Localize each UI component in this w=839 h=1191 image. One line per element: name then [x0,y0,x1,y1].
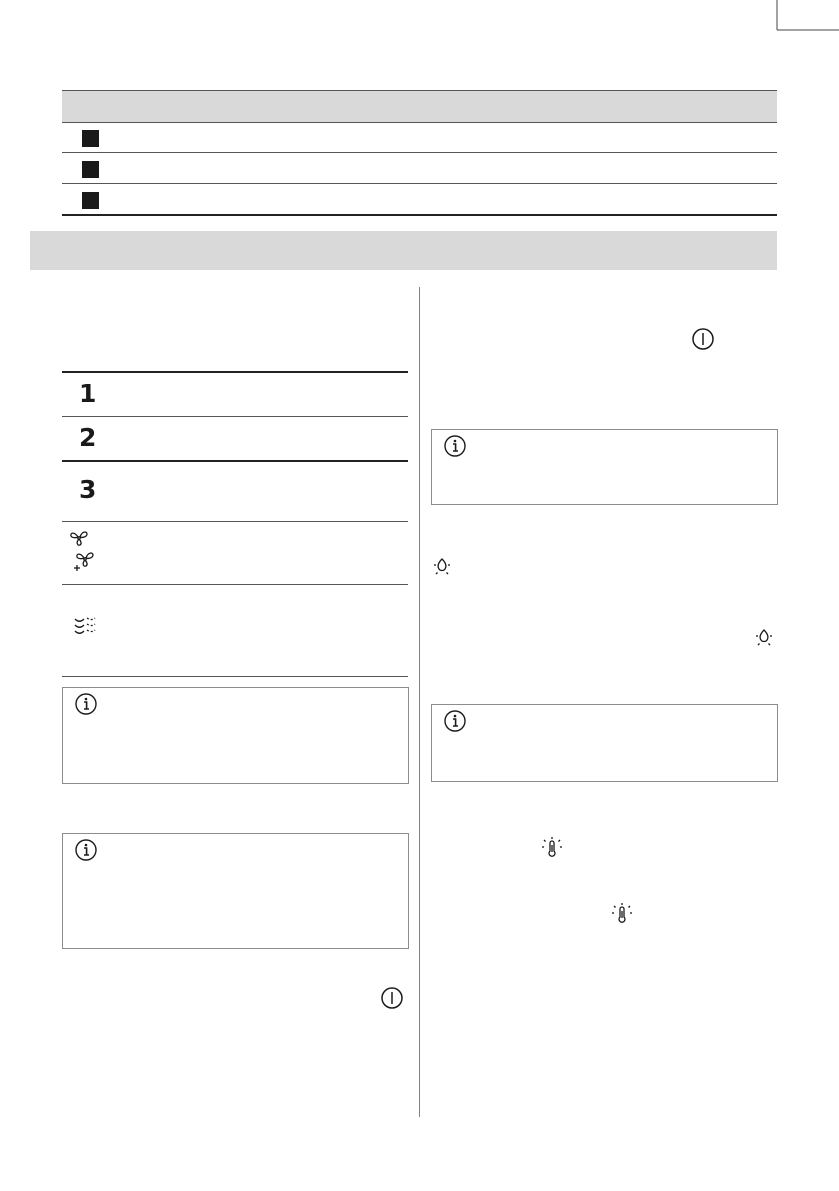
top-table-row [62,122,777,153]
light-bulb-icon [752,626,776,648]
info-note-box [431,429,778,505]
power-icon [379,985,405,1011]
fan-icon [68,529,90,547]
level-3-key: 3 [79,475,97,504]
section-heading-bar [30,231,777,270]
top-table-header [62,90,777,123]
table-rule [62,676,408,677]
column-divider [419,287,420,1117]
square-marker-icon [82,130,99,147]
thermometer-light-icon [609,902,635,926]
square-marker-icon [82,161,99,178]
info-icon [443,434,467,458]
top-table-row [62,184,777,216]
table-rule [62,416,408,417]
power-icon [690,326,716,352]
level-1-key: 1 [79,379,97,408]
info-note-box [62,687,409,784]
thermometer-light-icon [539,836,565,860]
info-icon [443,709,467,733]
table-rule [62,460,408,462]
steam-icon [73,615,97,639]
info-note-box [431,704,778,782]
info-icon [74,838,98,862]
table-rule [62,521,408,522]
table-rule [62,584,408,585]
fan-plus-icon [72,551,96,573]
info-note-box [62,833,409,949]
top-table-row [62,153,777,184]
level-2-key: 2 [79,423,97,452]
light-bulb-icon [430,555,454,577]
table-rule [62,371,408,373]
info-icon [74,692,98,716]
square-marker-icon [82,192,99,209]
